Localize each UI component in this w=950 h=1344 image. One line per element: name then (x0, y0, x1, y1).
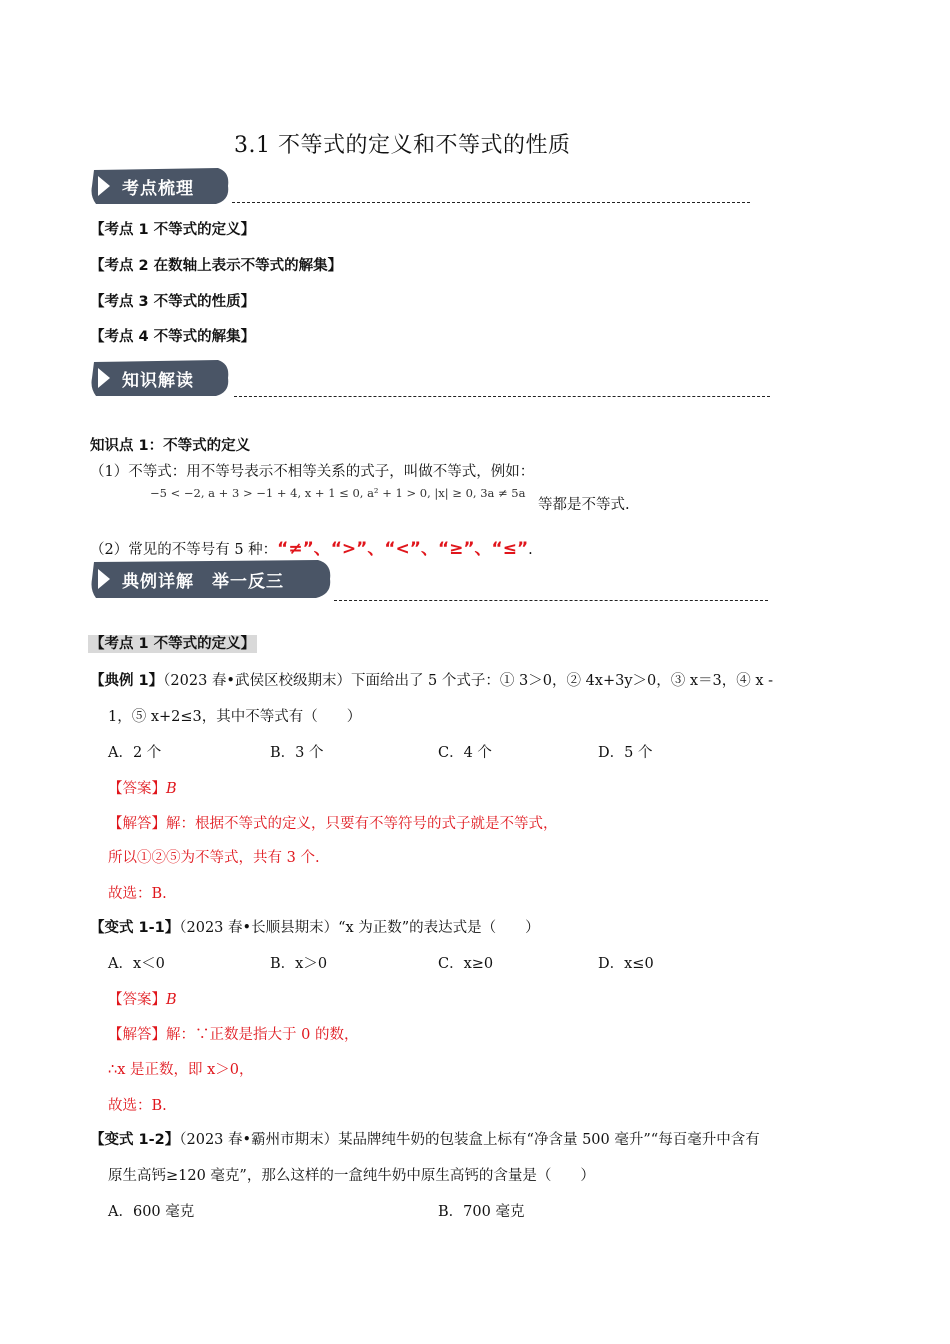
section-heading (88, 632, 257, 653)
variant1-answer-label: 【答案】 (108, 992, 166, 1008)
knowledge-p2-symbols: “≠”、“>”、“<”、“≥”、“≤” (277, 539, 529, 559)
variant2-label: 【变式 1-2】 (90, 1132, 180, 1148)
variant1-answer (108, 988, 177, 1009)
variant1-solution-text1: 解：∵正数是指大于 0 的数， (166, 1027, 359, 1043)
knowledge-p1: （1）不等式：用不等号表示不相等关系的式子，叫做不等式，例如： (90, 464, 535, 480)
knowledge-heading: 知识点 1：不等式的定义 (90, 438, 251, 454)
variant1-option-b: B．x＞0 (270, 956, 328, 972)
variant1-solution-3: 故选：B. (108, 1098, 167, 1114)
page-title: 3.1 不等式的定义和不等式的性质 (234, 133, 571, 158)
example1-answer (108, 777, 177, 798)
kaodian-item-2: 【考点 2 在数轴上表示不等式的解集】 (90, 258, 343, 274)
banner-dianli-label: 典例详解 举一反三 (122, 572, 284, 592)
example1-option-b: B．3 个 (270, 745, 324, 761)
example1-line1 (90, 669, 773, 690)
example1-option-a: A．2 个 (108, 745, 162, 761)
banner-kaodian (90, 166, 235, 206)
banner-zhishi (90, 358, 235, 398)
variant1-text1: （2023 春•长顺县期末）“x 为正数”的表达式是（ ） (179, 920, 540, 936)
example1-solution-label: 【解答】 (108, 816, 166, 832)
example1-solution-3: 故选：B. (108, 886, 167, 902)
variant1-answer-value: B (166, 992, 177, 1008)
variant1-option-d: D．x≤0 (598, 956, 654, 972)
divider-dashed-1 (232, 202, 750, 203)
knowledge-p1-end: 等都是不等式. (538, 497, 630, 513)
section-heading-text: 【考点 1 不等式的定义】 (90, 636, 256, 652)
kaodian-item-3: 【考点 3 不等式的性质】 (90, 294, 256, 310)
example1-answer-label: 【答案】 (108, 781, 166, 797)
example1-line2: 1，⑤ x+2≤3，其中不等式有（ ） (108, 709, 362, 725)
example1-option-c: C．4 个 (438, 745, 492, 761)
banner-zhishi-label: 知识解读 (122, 371, 194, 391)
example1-label: 【典例 1】 (90, 673, 164, 689)
divider-dashed-2 (234, 396, 770, 397)
example1-text1: （2023 春•武侯区校级期末）下面给出了 5 个式子：① 3＞0，② 4x+3y＞0，③ x＝3，④ x - (163, 673, 774, 689)
variant1-line1 (90, 916, 540, 937)
example1-option-d: D．5 个 (598, 745, 653, 761)
example1-solution-2: 所以①②⑤为不等式，共有 3 个. (108, 850, 320, 866)
kaodian-item-1: 【考点 1 不等式的定义】 (90, 222, 256, 238)
variant2-option-b: B．700 毫克 (438, 1204, 525, 1220)
kaodian-item-4: 【考点 4 不等式的解集】 (90, 329, 256, 345)
variant1-solution-1 (108, 1023, 358, 1044)
variant1-label: 【变式 1-1】 (90, 920, 180, 936)
divider-dashed-3 (334, 600, 768, 601)
variant1-solution-2: ∴x 是正数，即 x＞0， (108, 1062, 254, 1078)
knowledge-p2-prefix: （2）常见的不等号有 5 种： (90, 542, 278, 558)
banner-dianli (90, 558, 335, 598)
example1-solution-text1: 解：根据不等式的定义，只要有不等符号的式子就是不等式， (166, 816, 558, 832)
variant2-line1 (90, 1128, 760, 1149)
banner-kaodian-label: 考点梳理 (122, 179, 194, 199)
knowledge-math: −5 < −2, a + 3 > −1 + 4, x + 1 ≤ 0, a² + 1 > 0, |x| ≥ 0, 3a ≠ 5a (150, 486, 526, 500)
variant2-text1: （2023 春•霸州市期末）某品牌纯牛奶的包装盒上标有“净含量 500 毫升”“每百毫升中含有 (179, 1132, 760, 1148)
example1-solution-1 (108, 812, 558, 833)
example1-answer-value: B (166, 781, 177, 797)
variant1-solution-label: 【解答】 (108, 1027, 166, 1043)
knowledge-p2-end: . (528, 542, 533, 558)
variant1-option-a: A．x＜0 (108, 956, 165, 972)
knowledge-p2 (90, 534, 533, 559)
variant2-line2: 原生高钙≥120 毫克”，那么这样的一盒纯牛奶中原生高钙的含量是（ ） (108, 1168, 595, 1184)
variant1-option-c: C．x≥0 (438, 956, 494, 972)
variant2-option-a: A．600 毫克 (108, 1204, 195, 1220)
